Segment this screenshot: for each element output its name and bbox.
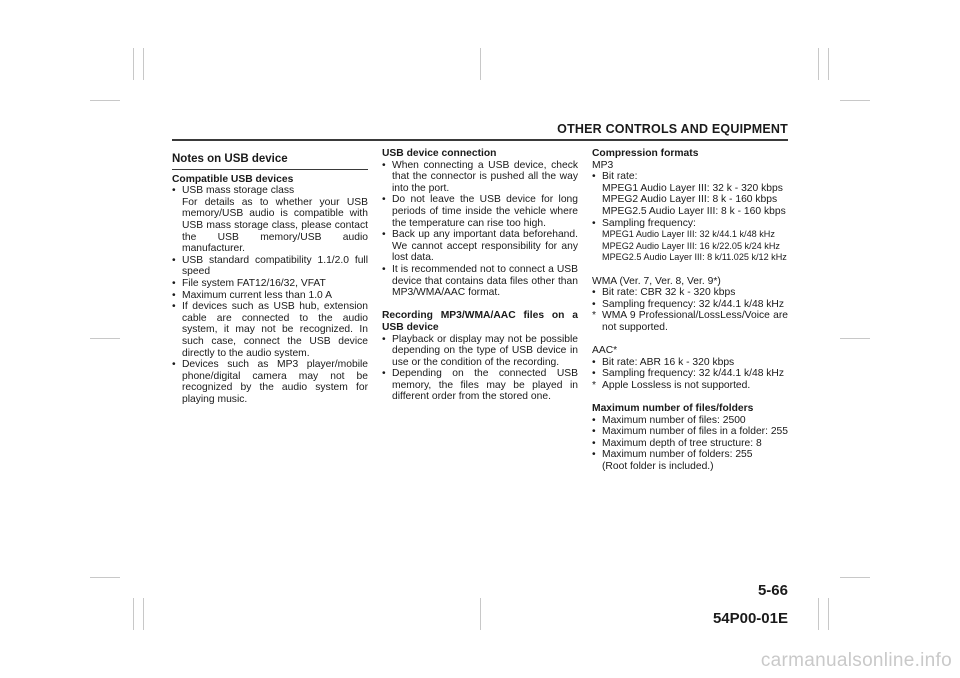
root-folder-note: (Root folder is included.) <box>602 461 714 473</box>
watermark-text: carmanualsonline.info <box>760 650 952 671</box>
list-item: • Maximum number of files: 2500 <box>592 414 746 426</box>
document-code: 54P00-01E <box>712 610 788 627</box>
list-item: • Depending on the connected USB memory, the files may be played in different order from the stored one. <box>382 368 578 403</box>
list-usb-connection <box>382 160 578 299</box>
column-2 <box>382 148 578 403</box>
mp3-bitrate-list <box>592 183 788 218</box>
mp3-sampling-list <box>592 229 788 264</box>
list-item: • Back up any important data beforehand. We cannot accept responsibility for any lost data. <box>382 229 578 264</box>
mp3-label: MP3 <box>592 159 614 171</box>
aac-label: AAC* <box>592 345 618 357</box>
header-rule <box>172 139 788 141</box>
list-item: MPEG2 Audio Layer III: 8 k - 160 kbps <box>602 194 778 206</box>
list-item: • Maximum number of files in a folder: 255 <box>592 426 788 438</box>
list-item: For details as to whether your USB memory/USB audio is compatible with USB mass storage class, please contact the USB memory/USB audio manufacturer. <box>182 196 368 255</box>
list-item: MPEG2.5 Audio Layer III: 8 k - 160 kbps <box>602 205 786 217</box>
list-item: • Bit rate: ABR 16 k - 320 kbps <box>592 356 735 368</box>
list-item: • Devices such as MP3 player/mobile phone/digital camera may not be recognized by the audio system for playing music. <box>172 359 368 405</box>
list-item: • File system FAT12/16/32, VFAT <box>172 277 326 289</box>
list-item: • Sampling frequency: <box>592 217 696 229</box>
wma-label: WMA (Ver. 7, Ver. 8, Ver. 9*) <box>592 275 721 287</box>
list-item: • Maximum current less than 1.0 A <box>172 289 332 301</box>
max-files-list <box>592 415 788 461</box>
aac-list <box>592 357 788 392</box>
list-item: • Bit rate: CBR 32 k - 320 kbps <box>592 287 736 299</box>
page-number: 5-66 <box>757 582 788 599</box>
list-recording-files <box>382 334 578 404</box>
list-compatible-usb <box>172 185 368 405</box>
list-item: * Apple Lossless is not supported. <box>592 379 751 391</box>
list-item: • It is recommended not to connect a USB device that contains data files other than MP3/WMA/AAC format. <box>382 263 578 299</box>
heading-usb-connection: USB device connection <box>382 148 497 159</box>
list-item: • USB standard compatibility 1.1/2.0 full speed <box>172 254 368 278</box>
list-item: MPEG1 Audio Layer III: 32 k - 320 kbps <box>602 182 783 194</box>
list-item: MPEG1 Audio Layer III: 32 k/44.1 k/48 kHz <box>602 229 775 240</box>
list-item: • Sampling frequency: 32 k/44.1 k/48 kHz <box>592 368 785 380</box>
column-3 <box>592 148 788 473</box>
list-item: • Do not leave the USB device for long periods of time inside the vehicle where the temperature can rise too high. <box>382 194 578 229</box>
column-1 <box>172 148 368 405</box>
list-item: • Maximum number of folders: 255 <box>592 449 753 461</box>
heading-compression-formats: Compression formats <box>592 148 699 159</box>
section-title: Notes on USB device <box>172 148 368 170</box>
page-header-title: OTHER CONTROLS AND EQUIPMENT <box>557 122 788 136</box>
heading-max-files: Maximum number of files/folders <box>592 403 754 415</box>
list-item: MPEG2.5 Audio Layer III: 8 k/11.025 k/12 kHz <box>602 252 787 263</box>
heading-recording-files: Recording MP3/WMA/AAC files on a USB device <box>382 310 578 333</box>
list-item: • When connecting a USB device, check that the connector is pushed all the way into the port. <box>382 159 578 194</box>
list-item: • If devices such as USB hub, extension cable are connected to the audio system, it may not be recognized. In such case, connect the USB device directly to the audio system. <box>172 301 368 359</box>
list-item: • Bit rate: <box>592 171 638 183</box>
list-item: * WMA 9 Professional/LossLess/Voice are not supported. <box>592 310 788 333</box>
list-item: • Maximum depth of tree structure: 8 <box>592 437 762 449</box>
heading-compatible-usb: Compatible USB devices <box>172 173 294 185</box>
list-item: • Playback or display may not be possible depending on the type of USB device in use or the condition of the recording. <box>382 333 578 368</box>
wma-list <box>592 287 788 333</box>
list-item: MPEG2 Audio Layer III: 16 k/22.05 k/24 kHz <box>602 240 780 251</box>
list-item: • Sampling frequency: 32 k/44.1 k/48 kHz <box>592 298 785 310</box>
list-item: • USB mass storage class <box>172 185 295 197</box>
